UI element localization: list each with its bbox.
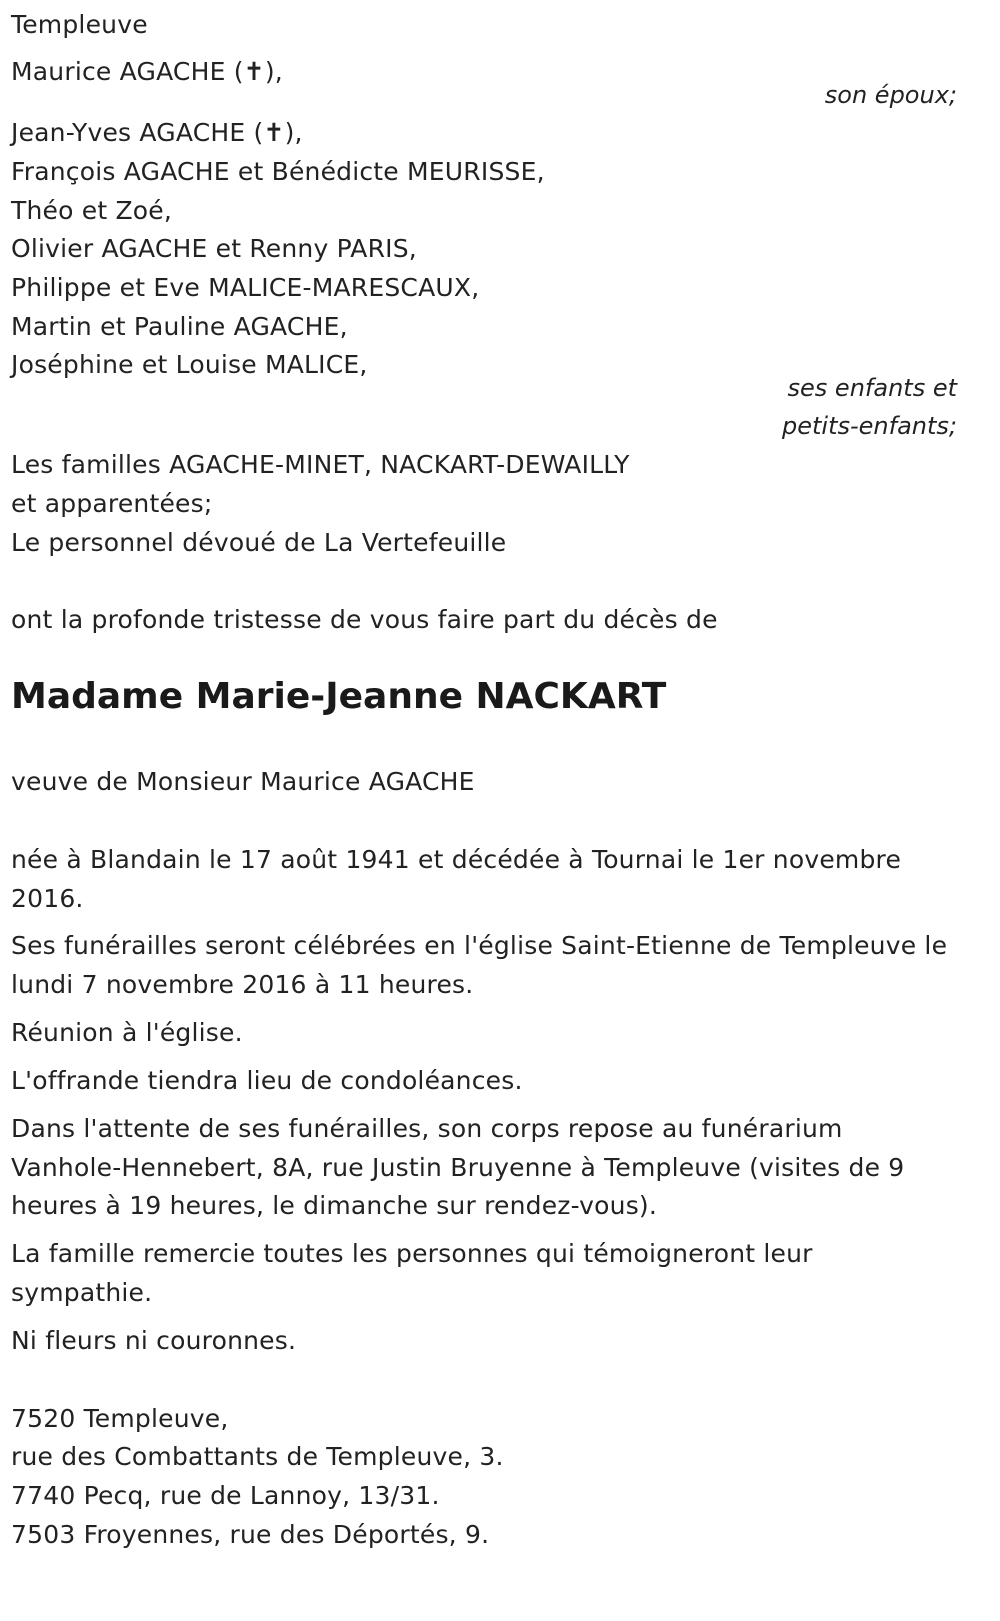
detail-line: heures à 19 heures, le dimanche sur rendez-vous). (11, 1191, 658, 1220)
detail-line: Réunion à l'église. (11, 1018, 243, 1047)
widow-of: veuve de Monsieur Maurice AGACHE (11, 767, 475, 796)
detail-line: 2016. (11, 884, 84, 913)
family-line: et apparentées; (11, 489, 213, 518)
child-line: Philippe et Eve MALICE-MARESCAUX, (11, 273, 480, 302)
child-line: Jean-Yves AGACHE (✝), (11, 118, 303, 147)
detail-line: Dans l'attente de ses funérailles, son corps repose au funérarium (11, 1114, 843, 1143)
address-line: 7740 Pecq, rue de Lannoy, 13/31. (11, 1481, 440, 1510)
address-line: 7520 Templeuve, (11, 1404, 229, 1433)
address-line: rue des Combattants de Templeuve, 3. (11, 1442, 504, 1471)
detail-line: L'offrande tiendra lieu de condoléances. (11, 1066, 523, 1095)
announcement: ont la profonde tristesse de vous faire part du décès de (11, 605, 718, 634)
children-relation: ses enfants et (787, 374, 957, 402)
child-line: Martin et Pauline AGACHE, (11, 312, 348, 341)
spouse-relation: son époux; (824, 81, 957, 109)
detail-line: née à Blandain le 17 août 1941 et décédée à Tournai le 1er novembre (11, 845, 902, 874)
child-line: Olivier AGACHE et Renny PARIS, (11, 234, 417, 263)
deceased-name: Madame Marie-Jeanne NACKART (11, 676, 667, 717)
detail-line: lundi 7 novembre 2016 à 11 heures. (11, 970, 474, 999)
detail-line: Ses funérailles seront célébrées en l'église Saint-Etienne de Templeuve le (11, 931, 948, 960)
spouse-name: Maurice AGACHE (✝), (11, 57, 283, 86)
children-relation: petits-enfants; (782, 412, 957, 440)
child-line: Joséphine et Louise MALICE, (11, 350, 368, 379)
address-line: 7503 Froyennes, rue des Déportés, 9. (11, 1520, 490, 1549)
detail-line: Vanhole-Hennebert, 8A, rue Justin Bruyenne à Templeuve (visites de 9 (11, 1153, 905, 1182)
family-line: Le personnel dévoué de La Vertefeuille (11, 528, 507, 557)
detail-line: sympathie. (11, 1278, 153, 1307)
detail-line: La famille remercie toutes les personnes qui témoigneront leur (11, 1239, 813, 1268)
child-line: Théo et Zoé, (11, 196, 173, 225)
family-line: Les familles AGACHE-MINET, NACKART-DEWAILLY (11, 450, 630, 479)
detail-line: Ni fleurs ni couronnes. (11, 1326, 297, 1355)
place-header: Templeuve (11, 10, 148, 39)
child-line: François AGACHE et Bénédicte MEURISSE, (11, 157, 545, 186)
